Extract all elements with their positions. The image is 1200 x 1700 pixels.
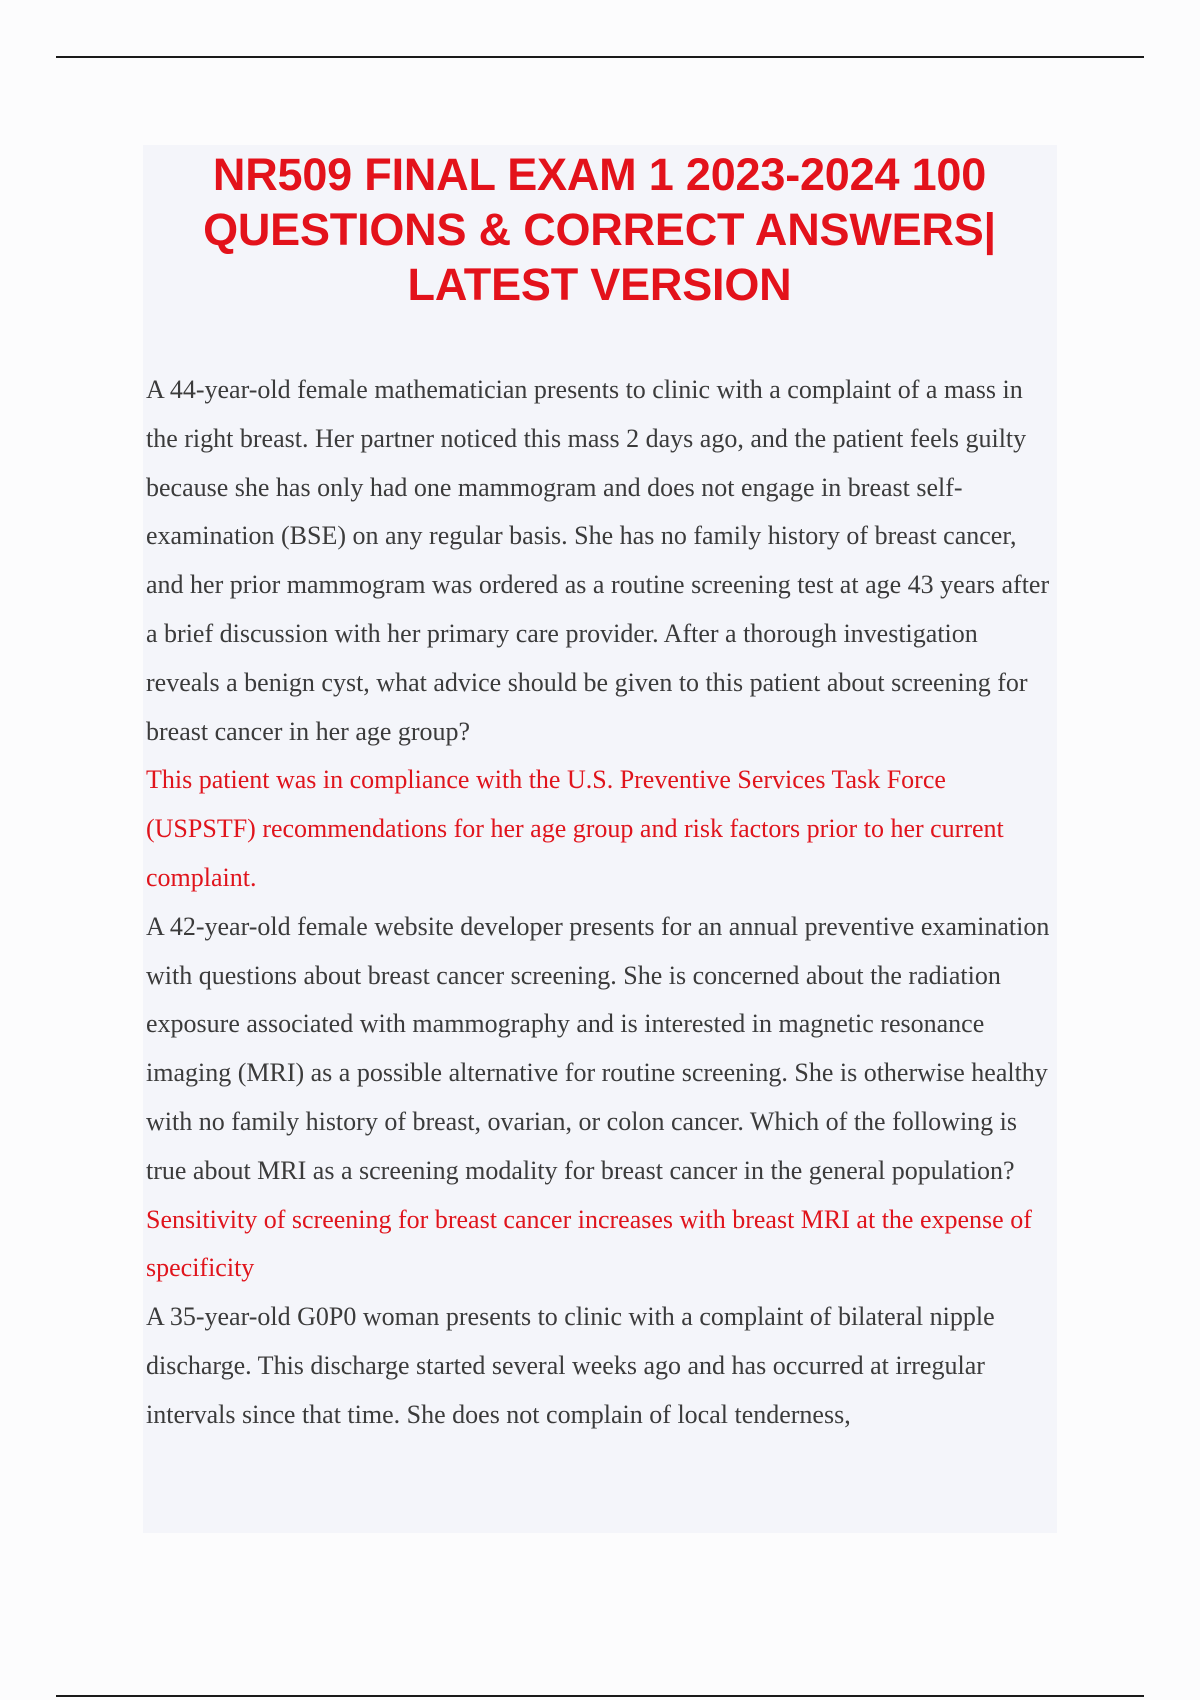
question-3: A 35-year-old G0P0 woman presents to clinic with a complaint of bilateral nipple discharge. This discharge started several weeks ago and has occurred at irregular intervals since that time. She does not complain of local tenderness, [146,1302,995,1429]
question-2: A 42-year-old female website developer presents for an annual preventive examination with questions about breast cancer screening. She is concerned about the radiation exposure associated with mammography and is interested in magnetic resonance imaging (MRI) as a possible alternative for routine screening. She is otherwise healthy with no family history of breast, ovarian, or colon cancer. Which of the following is true about MRI as a screening modality for breast cancer in the general population? [146,911,1050,1185]
title-line-3: LATEST VERSION [407,259,792,310]
document-title [146,145,1053,312]
title-line-2: QUESTIONS & CORRECT ANSWERS| [203,204,996,255]
title-line-1: NR509 FINAL EXAM 1 2023-2024 100 [212,149,987,200]
answer-2: Sensitivity of screening for breast cancer increases with breast MRI at the expense of specificity [146,1204,1032,1283]
document-content [143,145,1057,1533]
bottom-rule [56,1695,1144,1697]
question-1: A 44-year-old female mathematician presents to clinic with a complaint of a mass in the right breast. Her partner noticed this mass 2 days ago, and the patient feels guilty because she has only had one mammogram and does not engage in breast self-examination (BSE) on any regular basis. She has no family history of breast cancer, and her prior mammogram was ordered as a routine screening test at age 43 years after a brief discussion with her primary care provider. After a thorough investigation reveals a benign cyst, what advice should be given to this patient about screening for breast cancer in her age group? [146,375,1050,746]
answer-1: This patient was in compliance with the U.S. Preventive Services Task Force (USPSTF) recommendations for her age group and risk factors prior to her current complaint. [146,765,1004,892]
question-list [146,366,1053,1440]
top-rule [56,56,1144,58]
